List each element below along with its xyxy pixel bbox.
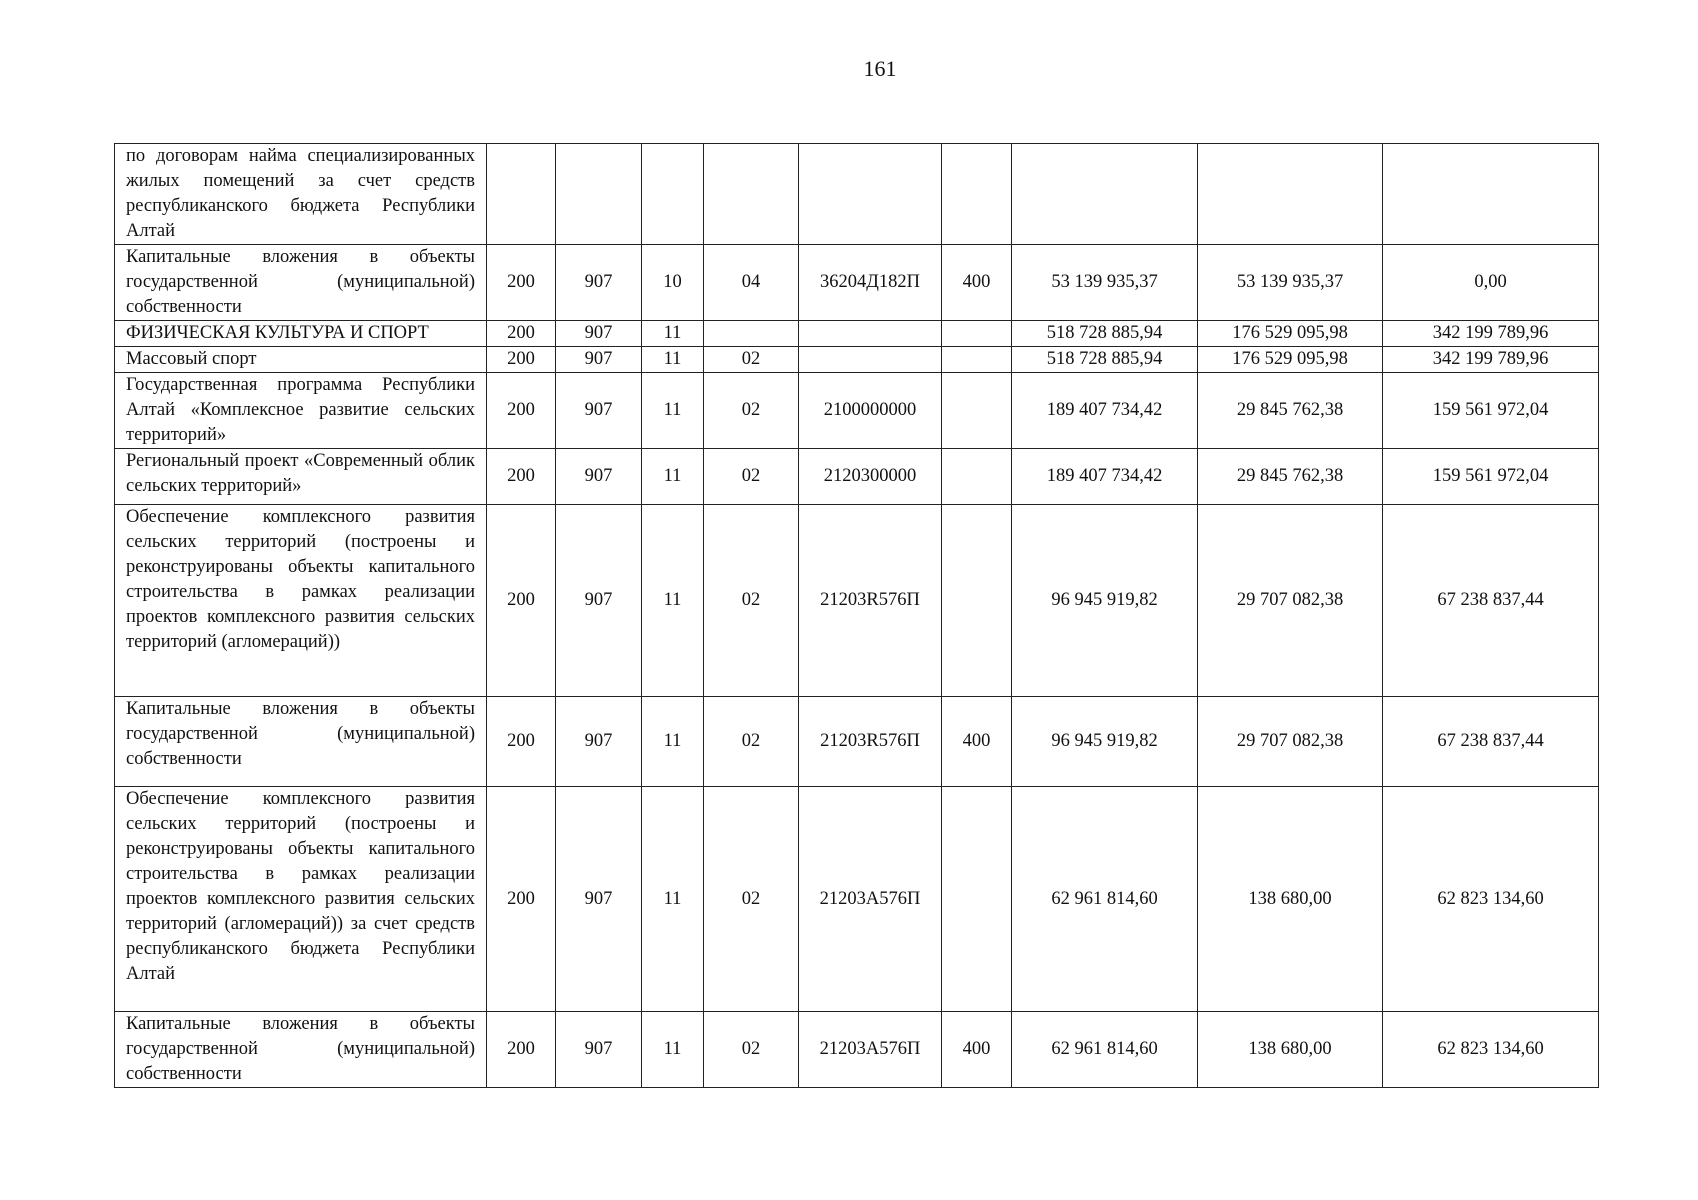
cell-subsection: [704, 321, 799, 347]
table-row: [115, 347, 1599, 373]
cell-amount-2: 176 529 095,98: [1198, 321, 1383, 347]
cell-amount-total: 96 945 919,82: [1012, 505, 1198, 697]
cell-section: 11: [642, 373, 704, 449]
cell-code2: 907: [556, 347, 642, 373]
table-row: [115, 144, 1599, 245]
cell-amount-2: [1198, 144, 1383, 245]
row-description: Обеспечение комплексного развития сельских территорий (построены и реконструированы объекты капитального строительства в рамках реализации проектов комплексного развития сельских территорий (агломераций)): [115, 505, 487, 697]
cell-amount-2: 29 707 082,38: [1198, 505, 1383, 697]
table-row: [115, 505, 1599, 697]
cell-section: 11: [642, 449, 704, 505]
cell-amount-2: 176 529 095,98: [1198, 347, 1383, 373]
cell-amount-total: 62 961 814,60: [1012, 1012, 1198, 1088]
cell-code2: 907: [556, 697, 642, 787]
cell-subsection: 04: [704, 245, 799, 321]
cell-amount-total: 518 728 885,94: [1012, 347, 1198, 373]
cell-subsection: 02: [704, 697, 799, 787]
cell-amount-3: 0,00: [1383, 245, 1599, 321]
cell-amount-3: 62 823 134,60: [1383, 1012, 1599, 1088]
cell-subsection: 02: [704, 787, 799, 1012]
cell-code2: [556, 144, 642, 245]
cell-amount-3: 159 561 972,04: [1383, 449, 1599, 505]
cell-subsection: 02: [704, 1012, 799, 1088]
cell-amount-3: [1383, 144, 1599, 245]
cell-amount-3: 342 199 789,96: [1383, 321, 1599, 347]
cell-section: 11: [642, 505, 704, 697]
cell-code2: 907: [556, 373, 642, 449]
cell-code2: 907: [556, 505, 642, 697]
cell-code1: 200: [487, 347, 556, 373]
cell-amount-3: 62 823 134,60: [1383, 787, 1599, 1012]
table-row: [115, 697, 1599, 787]
cell-target: [799, 144, 942, 245]
cell-section: 11: [642, 347, 704, 373]
cell-subsection: 02: [704, 449, 799, 505]
cell-code1: 200: [487, 505, 556, 697]
cell-type: [942, 144, 1012, 245]
cell-amount-3: 159 561 972,04: [1383, 373, 1599, 449]
cell-amount-3: 342 199 789,96: [1383, 347, 1599, 373]
cell-type: [942, 787, 1012, 1012]
table-row: [115, 787, 1599, 1012]
row-description: Капитальные вложения в объекты государственной (муниципальной) собственности: [115, 1012, 487, 1088]
cell-type: [942, 373, 1012, 449]
cell-code1: 200: [487, 449, 556, 505]
cell-target: 2100000000: [799, 373, 942, 449]
row-description: Государственная программа Республики Алтай «Комплексное развитие сельских территорий»: [115, 373, 487, 449]
cell-target: 21203R576П: [799, 505, 942, 697]
cell-amount-total: [1012, 144, 1198, 245]
page-number: 161: [863, 56, 897, 81]
cell-code2: 907: [556, 449, 642, 505]
cell-section: [642, 144, 704, 245]
cell-code2: 907: [556, 1012, 642, 1088]
cell-target: [799, 347, 942, 373]
row-description: ФИЗИЧЕСКАЯ КУЛЬТУРА И СПОРТ: [115, 321, 487, 347]
cell-type: [942, 449, 1012, 505]
cell-type: [942, 347, 1012, 373]
cell-amount-2: 29 845 762,38: [1198, 449, 1383, 505]
cell-code1: 200: [487, 787, 556, 1012]
cell-code1: 200: [487, 373, 556, 449]
table-row: [115, 245, 1599, 321]
cell-code1: 200: [487, 245, 556, 321]
cell-target: [799, 321, 942, 347]
cell-section: 11: [642, 1012, 704, 1088]
cell-amount-total: 62 961 814,60: [1012, 787, 1198, 1012]
cell-target: 21203А576П: [799, 1012, 942, 1088]
cell-amount-total: 189 407 734,42: [1012, 373, 1198, 449]
cell-subsection: 02: [704, 373, 799, 449]
cell-amount-total: 53 139 935,37: [1012, 245, 1198, 321]
cell-amount-2: 29 845 762,38: [1198, 373, 1383, 449]
cell-amount-2: 53 139 935,37: [1198, 245, 1383, 321]
table-row: [115, 321, 1599, 347]
table-row: [115, 1012, 1599, 1088]
cell-type: 400: [942, 245, 1012, 321]
cell-code1: [487, 144, 556, 245]
cell-code2: 907: [556, 321, 642, 347]
cell-amount-2: 138 680,00: [1198, 1012, 1383, 1088]
cell-amount-2: 29 707 082,38: [1198, 697, 1383, 787]
cell-code1: 200: [487, 1012, 556, 1088]
row-description: Капитальные вложения в объекты государственной (муниципальной) собственности: [115, 697, 487, 787]
cell-target: 36204Д182П: [799, 245, 942, 321]
cell-type: [942, 505, 1012, 697]
cell-amount-total: 518 728 885,94: [1012, 321, 1198, 347]
cell-amount-total: 96 945 919,82: [1012, 697, 1198, 787]
cell-subsection: 02: [704, 347, 799, 373]
row-description: Региональный проект «Современный облик сельских территорий»: [115, 449, 487, 505]
cell-type: 400: [942, 1012, 1012, 1088]
cell-code2: 907: [556, 787, 642, 1012]
cell-code1: 200: [487, 697, 556, 787]
cell-target: 21203А576П: [799, 787, 942, 1012]
budget-table: [114, 143, 1599, 1088]
cell-target: 2120300000: [799, 449, 942, 505]
row-description: Массовый спорт: [115, 347, 487, 373]
cell-subsection: 02: [704, 505, 799, 697]
row-description: Капитальные вложения в объекты государственной (муниципальной) собственности: [115, 245, 487, 321]
table-row: [115, 449, 1599, 505]
cell-code2: 907: [556, 245, 642, 321]
cell-amount-3: 67 238 837,44: [1383, 505, 1599, 697]
cell-target: 21203R576П: [799, 697, 942, 787]
row-description: по договорам найма специализированных жилых помещений за счет средств республиканского бюджета Республики Алтай: [115, 144, 487, 245]
row-description: Обеспечение комплексного развития сельских территорий (построены и реконструированы объекты капитального строительства в рамках реализации проектов комплексного развития сельских территорий (агломераций)) за счет средств республиканского бюджета Республики Алтай: [115, 787, 487, 1012]
cell-section: 11: [642, 697, 704, 787]
cell-amount-total: 189 407 734,42: [1012, 449, 1198, 505]
cell-section: 10: [642, 245, 704, 321]
table-row: [115, 373, 1599, 449]
cell-amount-2: 138 680,00: [1198, 787, 1383, 1012]
cell-code1: 200: [487, 321, 556, 347]
cell-subsection: [704, 144, 799, 245]
cell-section: 11: [642, 321, 704, 347]
cell-type: [942, 321, 1012, 347]
cell-section: 11: [642, 787, 704, 1012]
cell-type: 400: [942, 697, 1012, 787]
cell-amount-3: 67 238 837,44: [1383, 697, 1599, 787]
